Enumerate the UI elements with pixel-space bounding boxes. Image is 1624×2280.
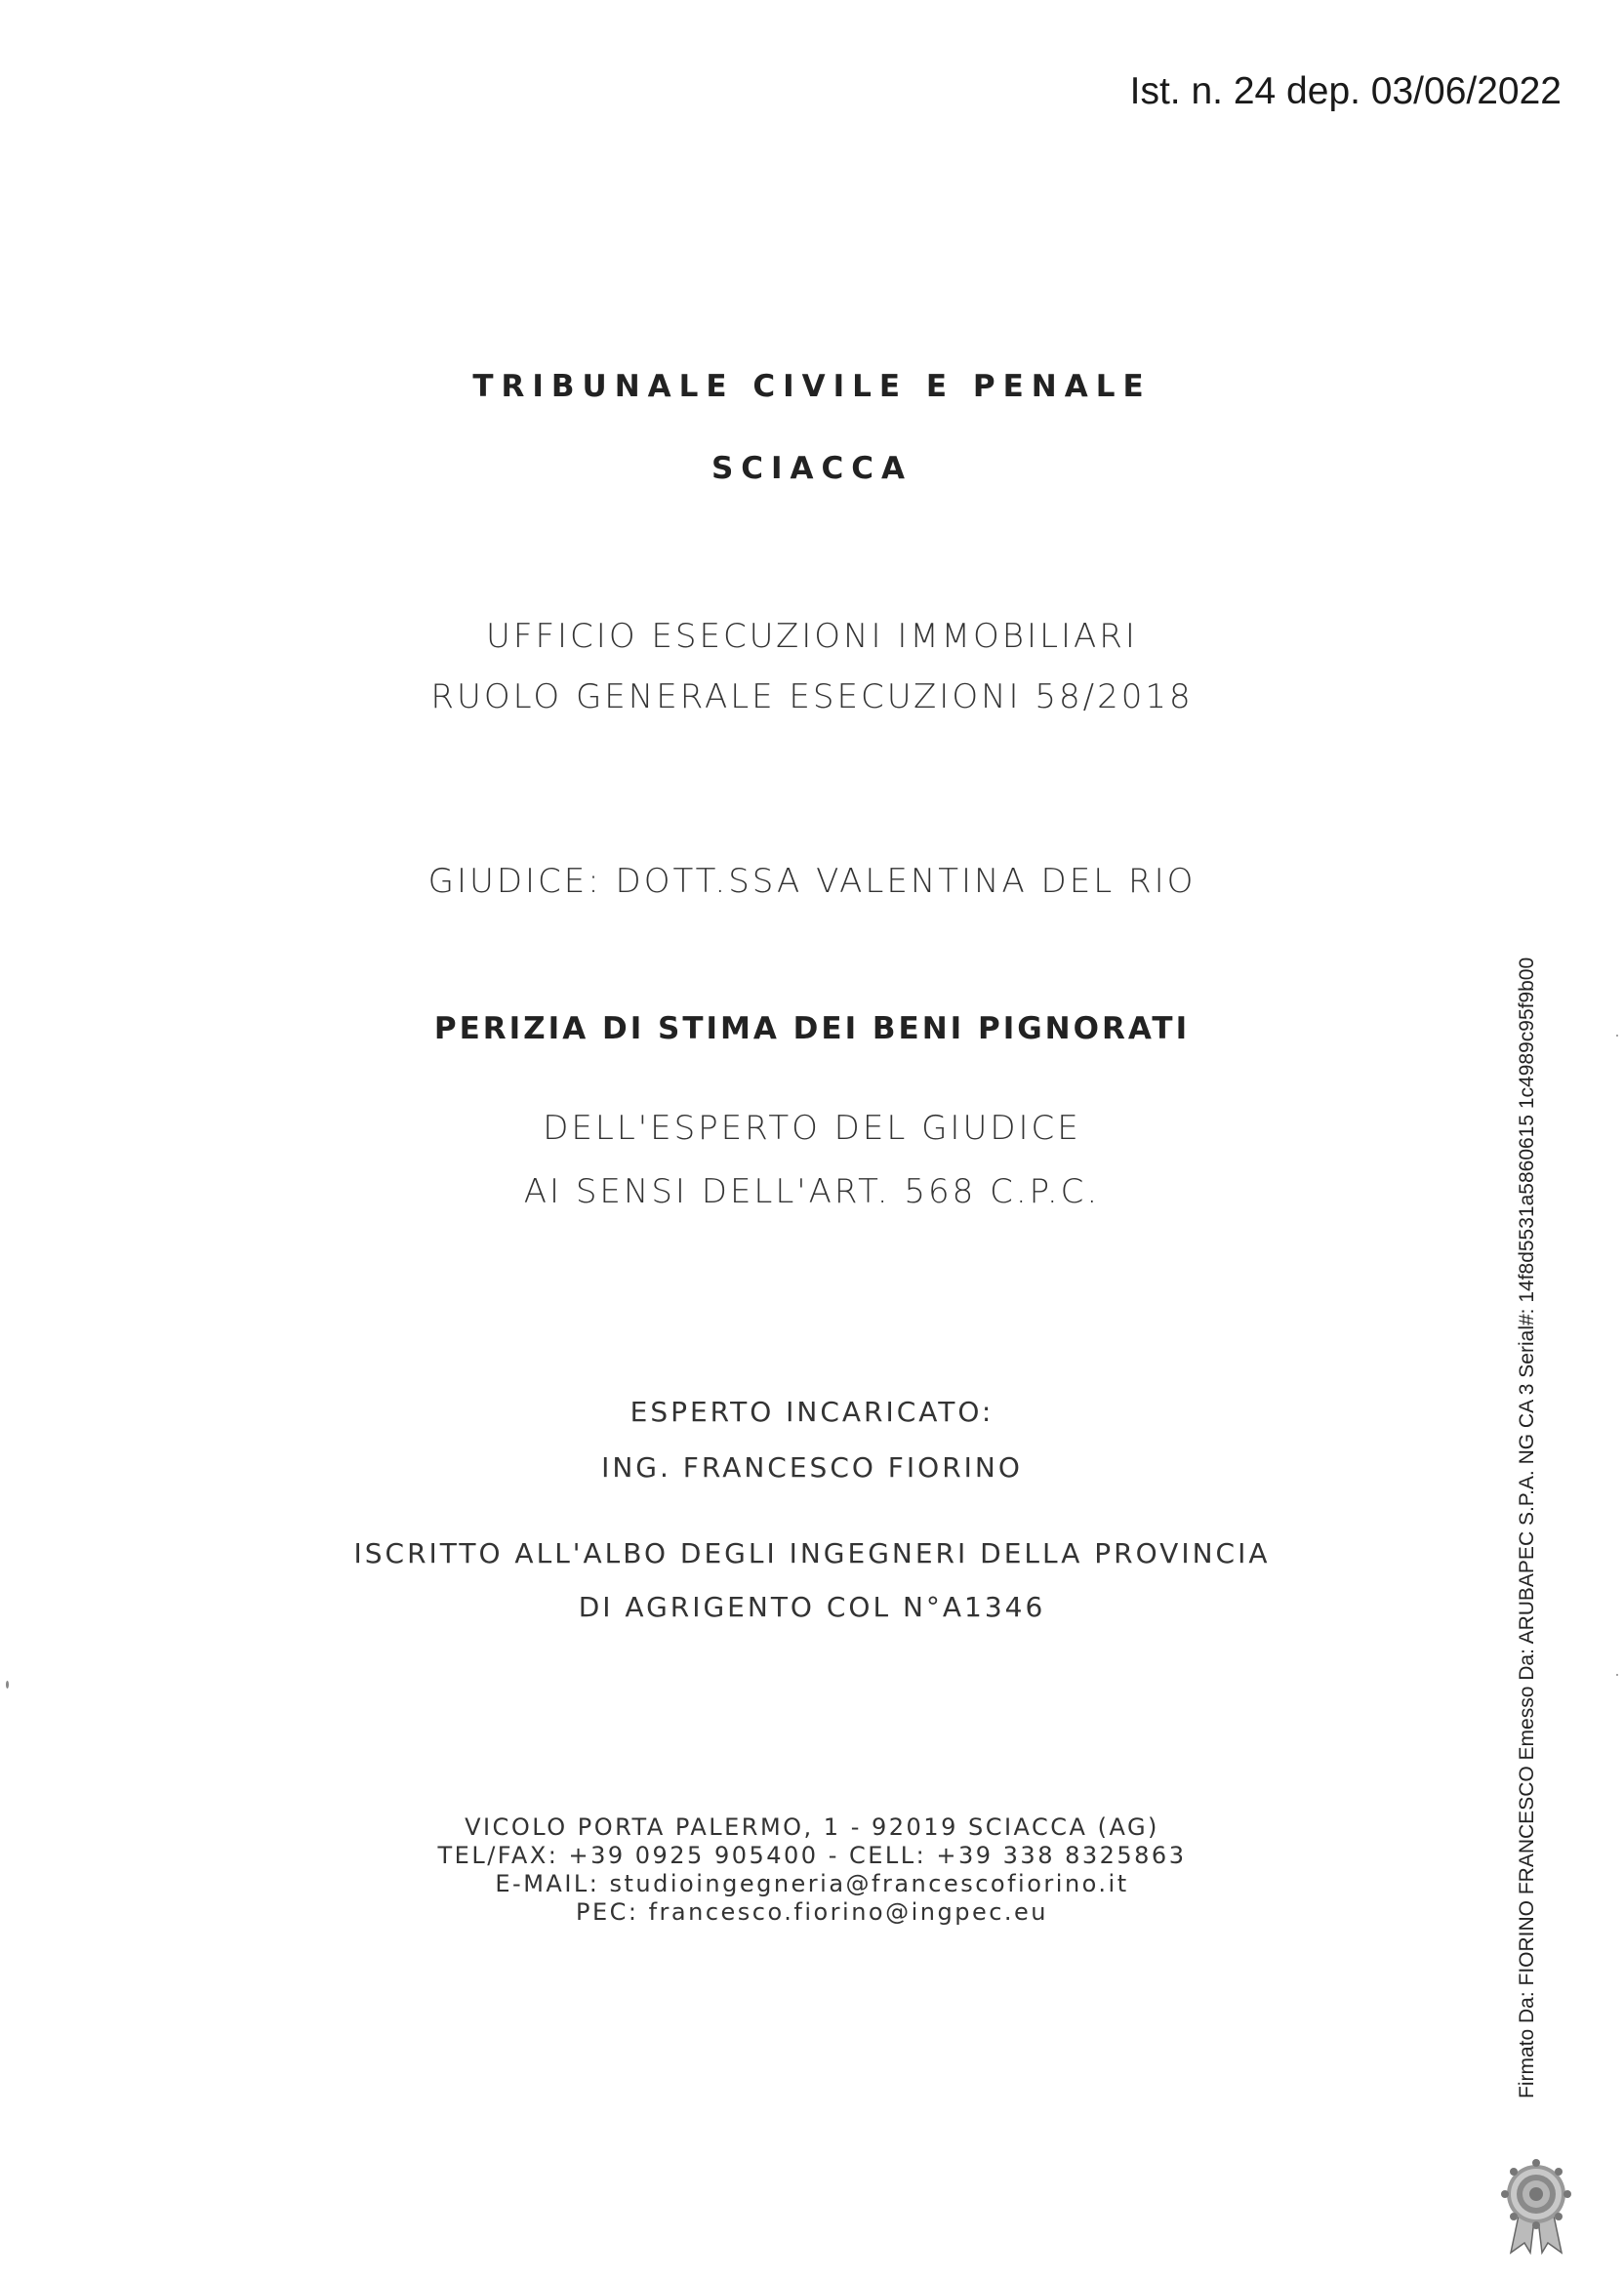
office-name: UFFICIO ESECUZIONI IMMOBILIARI <box>486 617 1138 656</box>
judge-name: GIUDICE: DOTT.SSA VALENTINA DEL RIO <box>427 862 1197 901</box>
contact-address: VICOLO PORTA PALERMO, 1 - 92019 SCIACCA (AG) <box>465 1813 1159 1841</box>
report-subtitle-1: DELL'ESPERTO DEL GIUDICE <box>543 1109 1081 1148</box>
contact-pec: PEC: francesco.fiorino@ingpec.eu <box>575 1898 1049 1926</box>
expert-label: ESPERTO INCARICATO: <box>629 1396 995 1428</box>
filing-stamp: Ist. n. 24 dep. 03/06/2022 <box>1129 70 1562 112</box>
scan-speck <box>1616 1035 1618 1037</box>
expert-registry-1: ISCRITTO ALL'ALBO DEGLI INGEGNERI DELLA PROVINCIA <box>353 1537 1271 1569</box>
court-title: TRIBUNALE CIVILE E PENALE <box>472 369 1152 404</box>
case-number: RUOLO GENERALE ESECUZIONI 58/2018 <box>430 677 1194 716</box>
digital-signature-text: Firmato Da: FIORINO FRANCESCO Emesso Da: ARUBAPEC S.P.A. NG CA 3 Serial#: 14f8d5531a5860615 1c4989c95f9b00 <box>1516 957 1538 2098</box>
contact-email: E-MAIL: studioingegneria@francescofiorino.it <box>495 1870 1129 1897</box>
scan-speck <box>6 1681 9 1689</box>
report-subtitle-2: AI SENSI DELL'ART. 568 C.P.C. <box>523 1172 1101 1211</box>
expert-registry-2: DI AGRIGENTO COL N°A1346 <box>578 1591 1046 1623</box>
scan-speck <box>1616 1674 1618 1676</box>
report-title: PERIZIA DI STIMA DEI BENI PIGNORATI <box>433 1011 1191 1046</box>
seal-rosette-icon <box>1499 2157 1573 2255</box>
contact-phone: TEL/FAX: +39 0925 905400 - CELL: +39 338 8325863 <box>437 1842 1187 1869</box>
expert-name: ING. FRANCESCO FIORINO <box>601 1451 1023 1484</box>
court-city: SCIACCA <box>710 451 914 486</box>
